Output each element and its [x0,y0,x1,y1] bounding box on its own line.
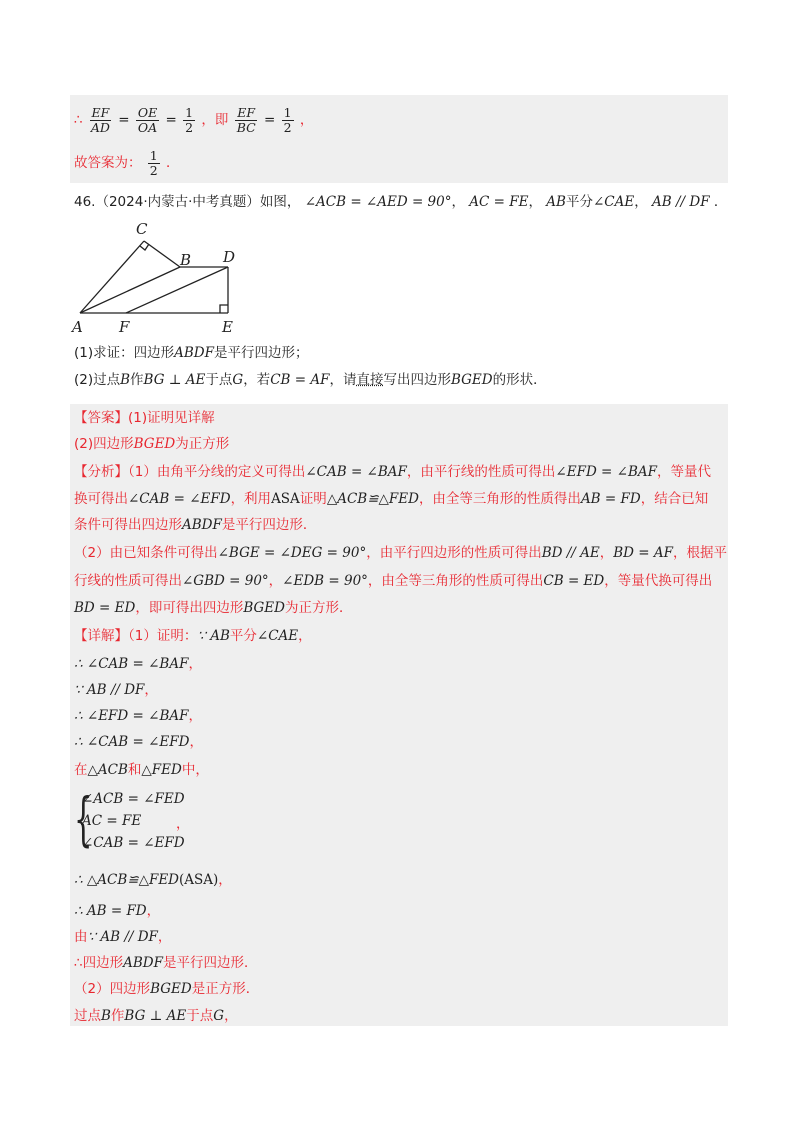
system-brace: { [74,785,93,853]
fraction: $\frac{1}{2}$ [185,104,194,135]
segment-AC [80,241,144,313]
detail-line-9: 由∵ AB // DF， [74,929,172,945]
detail-line-2: ∴ ∠CAB = ∠BAF， [74,656,202,672]
analysis-line-4: （2）由已知条件可得出∠BGE = ∠DEG = 90°，由平行四边形的性质可得出BD // AE，BD = AF，根据平 [74,545,728,561]
system-end: ， [176,816,190,832]
question-2: (2)过点B作BG ⊥ AE于点G，若CB = AF，请直接写出四边形BGED的形状． [74,372,547,388]
fraction: $\frac{1}{2}$ [283,104,292,135]
label-D: D [223,248,236,266]
segment-FD [126,267,228,313]
top-answer-line: 故答案为： $\frac{1}{2}$ ． [74,147,180,178]
answer-line-1: 【答案】(1)证明见详解 [74,410,215,426]
detail-line-7: ∴ △ACB≌△FED(ASA)， [74,872,232,888]
analysis-line-1: 【分析】（1）由角平分线的定义可得出∠CAB = ∠BAF，由平行线的性质可得出∠EFD = ∠BAF，等量代 [74,464,712,480]
detail-line-3: ∵ AB // DF， [74,682,158,698]
detail-line-12: 过点B作BG ⊥ AE于点G， [74,1008,238,1024]
question-1: (1)求证：四边形ABDF是平行四边形； [74,345,309,361]
label-B: B [180,251,192,269]
analysis-line-6: BD = ED，即可得出四边形BGED为正方形． [74,600,353,616]
analysis-line-3: 条件可得出四边形ABDF是平行四边形． [74,517,317,533]
detail-line-6: 在△ACB和△FED中， [74,762,209,778]
answer-line-2: (2)四边形BGED为正方形 [74,436,230,452]
right-angle-mark-E [220,305,228,313]
geometry-figure [70,215,270,340]
fraction: $\frac{1}{2}$ [149,147,158,178]
analysis-line-5: 行线的性质可得出∠GBD = 90°，∠EDB = 90°，由全等三角形的性质可得出CB = ED，等量代换可得出 [74,573,713,589]
problem-statement: 46.（2024·内蒙古·中考真题）如图， ∠ACB = ∠AED = 90°， AC = FE， AB平分∠CAE， AB // DF ． [74,194,728,210]
detail-line-4: ∴ ∠EFD = ∠BAF， [74,708,202,724]
equation-system: ∠ACB = ∠FED AC = FE ∠CAB = ∠EFD [82,791,185,851]
label-F: F [119,318,130,336]
fraction: $\frac{OE}{OA}$ [137,104,158,135]
label-A: A [72,318,83,336]
label-E: E [222,318,233,336]
fraction: $\frac{EF}{AD}$ [90,104,110,135]
detail-line-10: ∴四边形ABDF是平行四边形． [74,955,258,971]
label-C: C [136,220,148,238]
segment-CB [144,241,180,267]
fraction: $\frac{EF}{BC}$ [236,104,256,135]
detail-line-1: 【详解】（1）证明：∵ AB平分∠CAE， [74,628,312,644]
segment-AB [80,267,180,313]
detail-line-8: ∴ AB = FD， [74,903,161,919]
detail-line-11: （2）四边形BGED是正方形． [74,981,260,997]
analysis-line-2: 换可得出∠CAB = ∠EFD，利用ASA证明△ACB≌△FED，由全等三角形的性质得出AB = FD，结合已知 [74,491,709,507]
top-fraction-line: ∴ $\frac{EF}{AD}$ = $\frac{OE}{OA}$ = $\frac{1}{2}$ ，即 $\frac{EF}{BC}$ = $\frac{1}{2}$ ， [74,104,314,135]
detail-line-5: ∴ ∠CAB = ∠EFD， [74,734,203,750]
